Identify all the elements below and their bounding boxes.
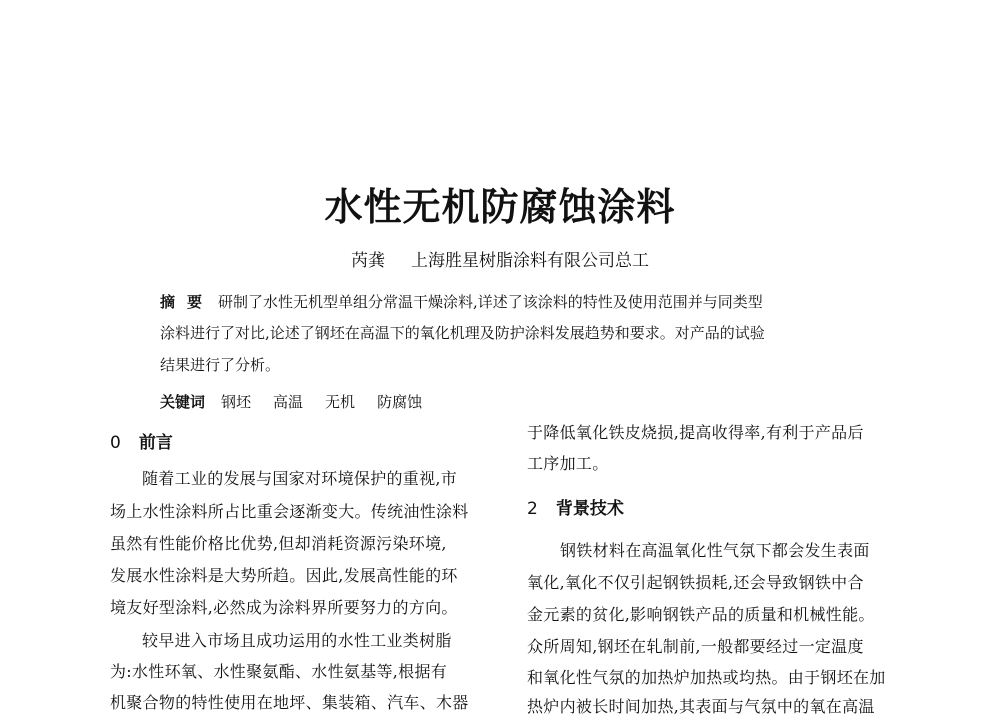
section-title: 前言 [138, 433, 173, 453]
paragraph-line: 工序加工。 [527, 454, 609, 473]
author-line [0, 246, 1000, 271]
paragraph-line: 境友好型涂料,必然成为涂料界所要努力的方向。 [110, 598, 458, 617]
keyword: 高温 [273, 393, 304, 411]
paragraph-line: 随着工业的发展与国家对环境保护的重视,市 [142, 469, 458, 488]
keywords-line [160, 391, 444, 412]
paragraph-line: 较早进入市场且成功运用的水性工业类树脂 [142, 631, 452, 650]
keyword: 防腐蚀 [377, 393, 423, 411]
abstract-line-2: 涂料进行了对比,论述了钢坯在高温下的氧化机理及防护涂料发展趋势和要求。对产品的试验 [160, 324, 765, 342]
author-name: 芮龚 [351, 251, 385, 271]
paper-title: 水性无机防腐蚀涂料 [324, 185, 676, 229]
keyword: 钢坯 [221, 393, 252, 411]
paragraph-line: 为:水性环氧、水性聚氨酯、水性氨基等,根据有 [110, 662, 448, 681]
section-heading-2 [527, 494, 624, 519]
section-title: 背景技术 [555, 499, 624, 519]
paragraph-line: 众所周知,钢坯在轧制前,一般都要经过一定温度 [527, 637, 864, 656]
paragraph-line: 钢铁材料在高温氧化性气氛下都会发生表面 [560, 541, 870, 560]
paragraph-line: 和氧化性气氛的加热炉加热或均热。由于钢坯在加 [527, 668, 886, 687]
paragraph-line: 场上水性涂料所占比重会逐渐变大。传统油性涂料 [110, 502, 469, 521]
abstract-line-3: 结果进行了分析。 [160, 356, 281, 374]
keywords-label: 关键词 [160, 393, 206, 411]
abstract-line-1 [160, 291, 763, 312]
paragraph-line: 氧化,氧化不仅引起钢铁损耗,还会导致钢铁中合 [527, 573, 864, 592]
paragraph-line: 热炉内被长时间加热,其表面与气氛中的氧在高温 [527, 697, 875, 716]
section-heading-0 [110, 428, 173, 453]
paragraph-line: 发展水性涂料是大势所趋。因此,发展高性能的环 [110, 566, 458, 585]
paragraph-line: 机聚合物的特性使用在地坪、集装箱、汽车、木器 [110, 693, 469, 712]
abstract-label: 摘要 [160, 293, 215, 311]
paragraph-line: 于降低氧化铁皮烧损,提高收得率,有利于产品后 [527, 423, 864, 442]
paragraph-line: 虽然有性能价格比优势,但却消耗资源污染环境, [110, 534, 447, 553]
section-number: 0 [110, 433, 121, 453]
abstract-text: 研制了水性无机型单组分常温干燥涂料,详述了该涂料的特性及使用范围并与同类型 [218, 293, 763, 311]
author-affiliation: 上海胜星树脂涂料有限公司总工 [411, 251, 649, 271]
section-number: 2 [527, 499, 538, 519]
keyword: 无机 [325, 393, 356, 411]
paragraph-line: 金元素的贫化,影响钢铁产品的质量和机械性能。 [527, 605, 875, 624]
